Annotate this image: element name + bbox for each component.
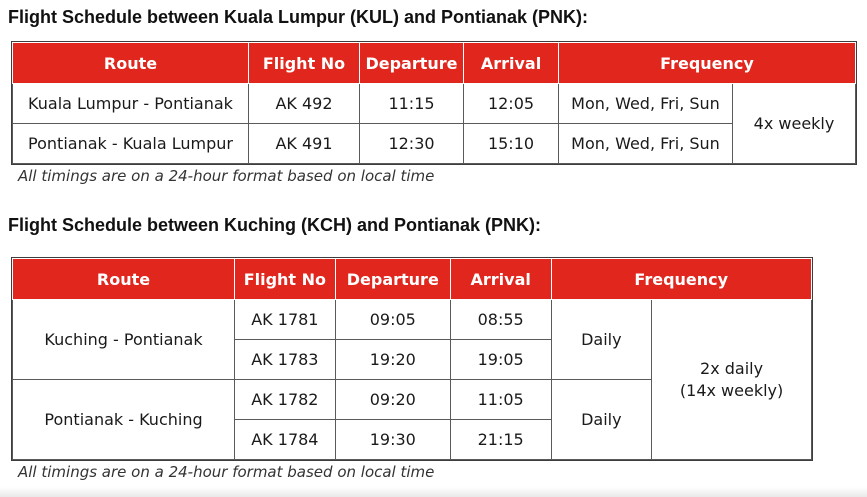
- frequency-weekly-label: (14x weekly): [679, 380, 784, 400]
- flight-no-cell: AK 1782: [235, 380, 336, 420]
- departure-cell: 09:05: [335, 300, 450, 340]
- arrival-cell: 11:05: [450, 380, 551, 420]
- route-column-header: Route: [13, 43, 249, 84]
- kch-pnk-schedule-table: [12, 258, 812, 460]
- days-cell: Daily: [551, 300, 652, 380]
- weekly-frequency-cell: 4x weekly: [733, 84, 856, 164]
- arrival-cell: 08:55: [450, 300, 551, 340]
- timing-note: All timings are on a 24-hour format based on local time: [18, 463, 435, 481]
- flight-no-cell: AK 492: [249, 84, 360, 124]
- departure-cell: 11:15: [360, 84, 464, 124]
- arrival-cell: 21:15: [450, 420, 551, 460]
- departure-cell: 19:20: [335, 340, 450, 380]
- table-row: [13, 84, 856, 124]
- departure-column-header: Departure: [335, 259, 450, 300]
- route-cell: Pontianak - Kuala Lumpur: [13, 124, 249, 164]
- flight-no-column-header: Flight No: [235, 259, 336, 300]
- frequency-daily-label: 2x daily: [700, 358, 764, 378]
- arrival-column-header: Arrival: [464, 43, 559, 84]
- departure-cell: 09:20: [335, 380, 450, 420]
- departure-cell: 19:30: [335, 420, 450, 460]
- route-cell: Kuching - Pontianak: [13, 300, 235, 380]
- departure-cell: 12:30: [360, 124, 464, 164]
- timing-note: All timings are on a 24-hour format based on local time: [18, 167, 435, 185]
- flight-no-cell: AK 1783: [235, 340, 336, 380]
- departure-column-header: Departure: [360, 43, 464, 84]
- kul-pnk-schedule-table: [12, 42, 856, 164]
- days-cell: Daily: [551, 380, 652, 460]
- table-header-row: [13, 43, 856, 84]
- days-cell: Mon, Wed, Fri, Sun: [559, 84, 733, 124]
- arrival-cell: 19:05: [450, 340, 551, 380]
- route-cell: Kuala Lumpur - Pontianak: [13, 84, 249, 124]
- days-cell: Mon, Wed, Fri, Sun: [559, 124, 733, 164]
- flight-no-cell: AK 1781: [235, 300, 336, 340]
- arrival-column-header: Arrival: [450, 259, 551, 300]
- page-bottom-shadow: [0, 487, 867, 497]
- arrival-cell: 12:05: [464, 84, 559, 124]
- flight-no-column-header: Flight No: [249, 43, 360, 84]
- kul-pnk-schedule-heading: Flight Schedule between Kuala Lumpur (KUL) and Pontianak (PNK):: [8, 7, 589, 27]
- frequency-column-header: Frequency: [559, 43, 856, 84]
- frequency-column-header: Frequency: [551, 259, 812, 300]
- table-row: [13, 124, 856, 164]
- table-row: [13, 300, 812, 340]
- flight-no-cell: AK 491: [249, 124, 360, 164]
- daily-frequency-cell: [652, 300, 812, 460]
- table-header-row: [13, 259, 812, 300]
- flight-no-cell: AK 1784: [235, 420, 336, 460]
- arrival-cell: 15:10: [464, 124, 559, 164]
- route-cell: Pontianak - Kuching: [13, 380, 235, 460]
- route-column-header: Route: [13, 259, 235, 300]
- kch-pnk-schedule-heading: Flight Schedule between Kuching (KCH) and Pontianak (PNK):: [8, 215, 542, 235]
